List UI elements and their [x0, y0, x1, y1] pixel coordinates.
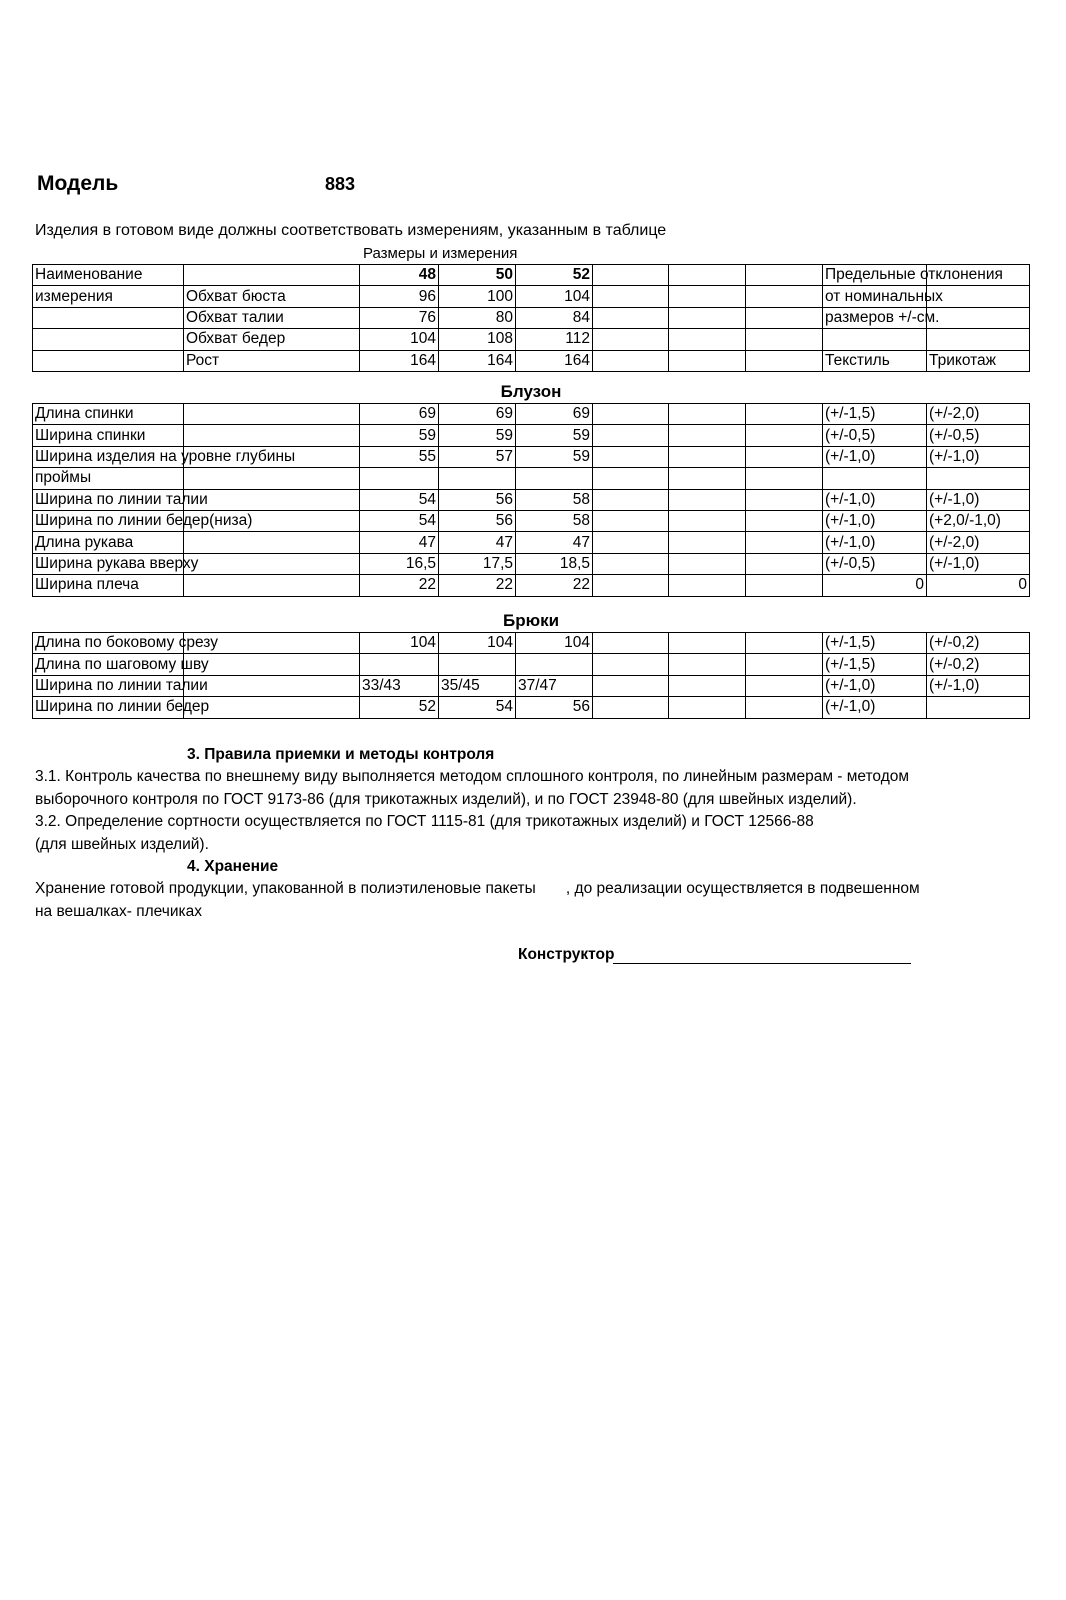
table-cell: (+/-1,0) — [823, 532, 927, 553]
table-cell: (+/-0,2) — [927, 654, 1030, 675]
table-cell — [184, 575, 360, 596]
table-cell — [746, 575, 823, 596]
table-cell — [746, 633, 823, 654]
blouse-table — [32, 381, 1030, 597]
trousers-table — [32, 610, 1030, 719]
table-cell: 164 — [439, 350, 516, 371]
table-cell — [360, 654, 439, 675]
table-cell: 58 — [516, 489, 593, 510]
table-cell: Длина по шаговому шву — [33, 654, 184, 675]
table-cell — [593, 489, 669, 510]
table-cell — [669, 468, 746, 489]
table-row — [33, 675, 1030, 696]
table-cell — [927, 307, 1030, 328]
table-row — [33, 654, 1030, 675]
signature-line — [613, 963, 911, 964]
table-row — [33, 510, 1030, 531]
table-cell — [33, 307, 184, 328]
table-cell: Ширина плеча — [33, 575, 184, 596]
paragraph-3-2-line-1: 3.2. Определение сортности осуществляется по ГОСТ 1115-81 (для трикотажных изделий) и ГОСТ 12566-88 — [35, 813, 814, 830]
table-cell — [669, 329, 746, 350]
table-cell — [746, 468, 823, 489]
section-title: Блузон — [500, 382, 562, 401]
table-cell: 59 — [516, 446, 593, 467]
table-row — [33, 265, 1030, 286]
table-cell — [669, 553, 746, 574]
table-cell: 59 — [439, 425, 516, 446]
table-cell: (+/-1,5) — [823, 654, 927, 675]
table-cell — [669, 307, 746, 328]
table-cell: Ширина по линии бедер — [33, 697, 184, 718]
section-title: Брюки — [503, 611, 560, 630]
table-cell — [593, 286, 669, 307]
table-cell: 54 — [360, 510, 439, 531]
table-cell: 104 — [360, 633, 439, 654]
table-cell — [669, 510, 746, 531]
table-cell: Обхват талии — [184, 307, 360, 328]
table-cell — [593, 553, 669, 574]
table-cell — [927, 697, 1030, 718]
table-cell — [669, 575, 746, 596]
table-cell — [184, 265, 360, 286]
table-cell — [593, 510, 669, 531]
table-cell — [746, 350, 823, 371]
table-cell — [669, 697, 746, 718]
table-cell: 17,5 — [439, 553, 516, 574]
table-cell: 84 — [516, 307, 593, 328]
table-cell: 54 — [439, 697, 516, 718]
table-cell: 69 — [516, 404, 593, 425]
table-cell: 50 — [439, 265, 516, 286]
table-cell: (+/-1,0) — [927, 489, 1030, 510]
table-cell: 18,5 — [516, 553, 593, 574]
table-cell: 52 — [360, 697, 439, 718]
table-cell: 56 — [439, 510, 516, 531]
table-row — [33, 468, 1030, 489]
table-cell: (+/-1,0) — [927, 446, 1030, 467]
table-cell — [746, 675, 823, 696]
table-cell: Ширина по линии талии — [33, 489, 184, 510]
table-cell: Предельные отклонения — [823, 265, 927, 286]
table-cell — [669, 675, 746, 696]
table-cell — [184, 468, 360, 489]
table-cell: 104 — [439, 633, 516, 654]
table-cell: 104 — [360, 329, 439, 350]
table-cell — [439, 654, 516, 675]
table-cell — [360, 468, 439, 489]
table-cell: (+/-1,0) — [823, 675, 927, 696]
table-row — [33, 553, 1030, 574]
table-cell — [746, 446, 823, 467]
table-cell: (+/-1,5) — [823, 404, 927, 425]
table-cell: (+/-1,0) — [927, 675, 1030, 696]
table-cell — [184, 697, 360, 718]
table-cell: Трикотаж — [927, 350, 1030, 371]
table-cell: 80 — [439, 307, 516, 328]
table-cell — [593, 329, 669, 350]
table-row — [33, 329, 1030, 350]
table-cell: 108 — [439, 329, 516, 350]
table-cell — [33, 329, 184, 350]
table-cell: 104 — [516, 286, 593, 307]
table-cell: 100 — [439, 286, 516, 307]
table-cell — [669, 350, 746, 371]
table-cell — [184, 553, 360, 574]
table-cell: (+/-2,0) — [927, 532, 1030, 553]
table-row — [33, 425, 1030, 446]
table-cell — [184, 489, 360, 510]
table-cell — [184, 404, 360, 425]
table-cell: 47 — [439, 532, 516, 553]
table-row — [33, 532, 1030, 553]
table-cell: 104 — [516, 633, 593, 654]
table-cell — [516, 468, 593, 489]
table-cell — [184, 425, 360, 446]
table-cell — [746, 654, 823, 675]
table-cell: Длина рукава — [33, 532, 184, 553]
sizes-table — [32, 264, 1030, 372]
table-cell — [593, 446, 669, 467]
table-cell — [593, 532, 669, 553]
table-cell: размеров +/-см. — [823, 307, 927, 328]
table-cell: Обхват бедер — [184, 329, 360, 350]
table-cell: 22 — [516, 575, 593, 596]
table-cell: 37/47 — [516, 675, 593, 696]
section-title-row — [33, 381, 1030, 404]
paragraph-3-1-line-2: выборочного контроля по ГОСТ 9173-86 (для трикотажных изделий), и по ГОСТ 23948-80 (для швейных изделий). — [35, 791, 857, 808]
table-cell — [746, 425, 823, 446]
table-cell — [823, 468, 927, 489]
table-row — [33, 575, 1030, 596]
table-cell: Ширина по линии бедер(низа) — [33, 510, 184, 531]
table-cell: 47 — [360, 532, 439, 553]
designer-signature-label: Конструктор — [518, 946, 615, 963]
table-row — [33, 633, 1030, 654]
table-cell: Ширина по линии талии — [33, 675, 184, 696]
table-cell — [593, 633, 669, 654]
table-caption: Размеры и измерения — [363, 245, 518, 262]
table-cell: (+/-0,2) — [927, 633, 1030, 654]
table-cell: 59 — [360, 425, 439, 446]
model-label: Модель — [37, 172, 119, 195]
table-cell — [746, 510, 823, 531]
table-row — [33, 286, 1030, 307]
table-cell: 0 — [927, 575, 1030, 596]
table-cell: 59 — [516, 425, 593, 446]
table-cell: 56 — [516, 697, 593, 718]
table-cell: 52 — [516, 265, 593, 286]
table-cell — [823, 329, 927, 350]
table-cell: 112 — [516, 329, 593, 350]
table-cell — [669, 404, 746, 425]
table-cell — [593, 697, 669, 718]
table-row — [33, 446, 1030, 467]
table-cell: Рост — [184, 350, 360, 371]
table-cell: 33/43 — [360, 675, 439, 696]
table-cell: (+/-0,5) — [823, 425, 927, 446]
table-cell — [669, 489, 746, 510]
table-cell — [184, 532, 360, 553]
table-row — [33, 697, 1030, 718]
table-cell — [669, 633, 746, 654]
table-cell — [593, 307, 669, 328]
table-row — [33, 489, 1030, 510]
table-cell: 164 — [516, 350, 593, 371]
table-cell: (+/-2,0) — [927, 404, 1030, 425]
table-cell: Обхват бюста — [184, 286, 360, 307]
table-cell: Текстиль — [823, 350, 927, 371]
table-cell: 22 — [439, 575, 516, 596]
table-cell — [593, 425, 669, 446]
table-cell — [746, 553, 823, 574]
storage-line-2: на вешалках- плечиках — [35, 903, 202, 920]
table-cell — [184, 675, 360, 696]
section-title-row — [33, 610, 1030, 633]
section-4-title: 4. Хранение — [187, 858, 279, 875]
table-cell — [669, 425, 746, 446]
table-cell — [746, 489, 823, 510]
table-cell: Длина по боковому срезу — [33, 633, 184, 654]
table-row — [33, 404, 1030, 425]
table-cell: (+2,0/-1,0) — [927, 510, 1030, 531]
table-cell: 56 — [439, 489, 516, 510]
table-cell — [669, 532, 746, 553]
table-cell: от номинальных — [823, 286, 927, 307]
table-cell: 69 — [439, 404, 516, 425]
table-cell: Ширина рукава вверху — [33, 553, 184, 574]
intro-text: Изделия в готовом виде должны соответствовать измерениям, указанным в таблице — [35, 222, 667, 239]
table-cell — [593, 575, 669, 596]
table-cell: 69 — [360, 404, 439, 425]
table-cell: (+/-1,0) — [823, 446, 927, 467]
table-cell: 57 — [439, 446, 516, 467]
table-cell: 0 — [823, 575, 927, 596]
table-cell: (+/-1,0) — [823, 510, 927, 531]
table-cell: (+/-1,5) — [823, 633, 927, 654]
table-cell: Ширина изделия на уровне глубины — [33, 446, 184, 467]
paragraph-3-1-line-1: 3.1. Контроль качества по внешнему виду выполняется методом сплошного контроля, по линейным размерам - методом — [35, 768, 910, 785]
table-cell: (+/-0,5) — [927, 425, 1030, 446]
table-cell: 48 — [360, 265, 439, 286]
model-number: 883 — [325, 174, 356, 194]
table-cell: 22 — [360, 575, 439, 596]
table-cell — [669, 446, 746, 467]
table-cell: 164 — [360, 350, 439, 371]
table-cell — [746, 697, 823, 718]
table-cell — [746, 265, 823, 286]
table-cell — [33, 350, 184, 371]
table-cell: 54 — [360, 489, 439, 510]
table-cell: (+/-0,5) — [823, 553, 927, 574]
table-cell — [746, 329, 823, 350]
table-cell — [593, 675, 669, 696]
table-cell — [669, 286, 746, 307]
table-cell — [593, 265, 669, 286]
table-cell — [669, 265, 746, 286]
table-cell: проймы — [33, 468, 184, 489]
section-3-title: 3. Правила приемки и методы контроля — [187, 746, 495, 763]
table-cell — [593, 654, 669, 675]
table-cell: Ширина спинки — [33, 425, 184, 446]
table-cell — [746, 286, 823, 307]
table-cell — [593, 350, 669, 371]
table-cell: 76 — [360, 307, 439, 328]
table-cell: (+/-1,0) — [927, 553, 1030, 574]
table-cell — [746, 532, 823, 553]
table-cell — [927, 329, 1030, 350]
table-cell: 16,5 — [360, 553, 439, 574]
table-cell: 47 — [516, 532, 593, 553]
table-cell: 55 — [360, 446, 439, 467]
table-cell: 35/45 — [439, 675, 516, 696]
table-cell: измерения — [33, 286, 184, 307]
table-cell — [593, 404, 669, 425]
table-cell — [593, 468, 669, 489]
table-cell: 96 — [360, 286, 439, 307]
table-row — [33, 350, 1030, 371]
paragraph-3-2-line-2: (для швейных изделий). — [35, 836, 209, 853]
table-cell: (+/-1,0) — [823, 697, 927, 718]
table-cell — [184, 654, 360, 675]
table-cell: Длина спинки — [33, 404, 184, 425]
table-cell: 58 — [516, 510, 593, 531]
table-cell — [927, 468, 1030, 489]
table-cell — [516, 654, 593, 675]
table-cell: Наименование — [33, 265, 184, 286]
table-row — [33, 307, 1030, 328]
table-cell: (+/-1,0) — [823, 489, 927, 510]
table-cell — [746, 404, 823, 425]
table-cell — [746, 307, 823, 328]
table-cell — [669, 654, 746, 675]
table-cell — [439, 468, 516, 489]
storage-line-1: Хранение готовой продукции, упакованной в полиэтиленовые пакеты , до реализации осуществляется в подвешенном — [35, 880, 920, 897]
